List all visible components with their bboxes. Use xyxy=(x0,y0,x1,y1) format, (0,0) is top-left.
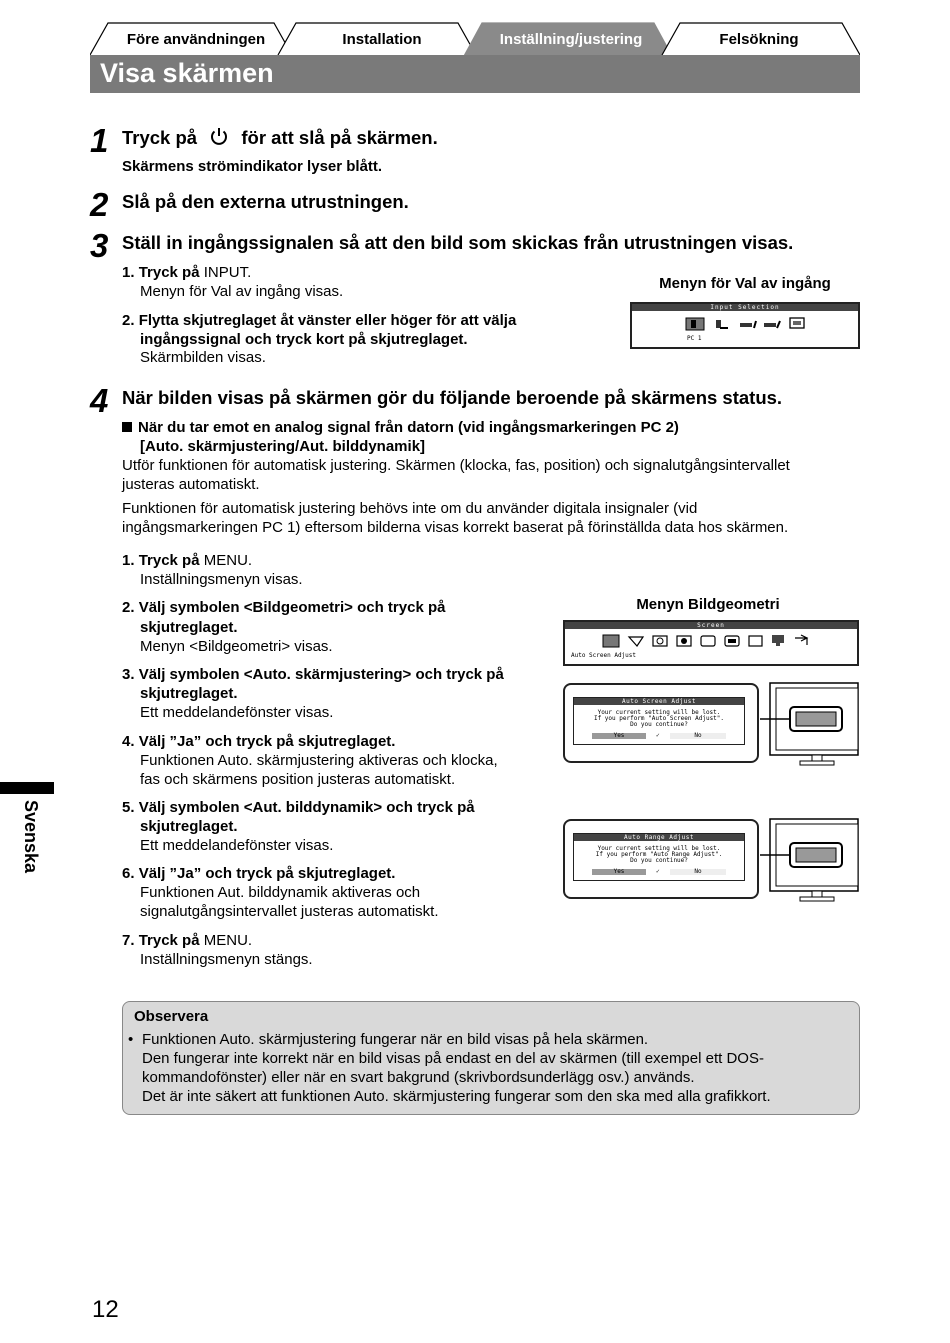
clock-icon xyxy=(629,637,643,646)
item-bold-text: Välj symbolen <Aut. bilddynamik> och tryck på xyxy=(138,799,475,816)
item-number: 6. xyxy=(122,865,135,882)
dialog-line-3: Do you continue? xyxy=(630,857,688,864)
dialog-line-2: If you perform "Auto Range Adjust". xyxy=(595,851,723,858)
step-3-item-2-desc: Skärmbilden visas. xyxy=(140,349,266,366)
check-icon: ✓ xyxy=(656,868,660,875)
step-1-title xyxy=(122,127,438,149)
step-4-item-2-desc: Menyn <Bildgeometri> visas. xyxy=(140,638,333,655)
step-1-title-post: för att slå på skärmen. xyxy=(241,127,438,148)
osd-title: Input Selection xyxy=(632,304,858,311)
input-icon-4 xyxy=(764,323,776,327)
item-number: 7. xyxy=(122,932,135,949)
tab-fore-anvandningen[interactable]: Före användningen xyxy=(126,31,266,48)
auto-adjust-icon xyxy=(603,635,619,647)
step-4-para-1-line-2: justeras automatiskt. xyxy=(122,476,260,493)
check-icon: ✓ xyxy=(656,732,660,739)
item-number: 2. xyxy=(122,599,135,616)
step-4-item-6 xyxy=(122,864,395,883)
step-4-item-7 xyxy=(122,931,252,950)
step-4-item-4 xyxy=(122,732,395,751)
item-plain-text: MENU. xyxy=(199,932,253,949)
return-icon xyxy=(795,635,807,645)
dialog-no-button[interactable]: No xyxy=(670,869,726,875)
item-plain-text: MENU. xyxy=(199,552,253,569)
page-number: 12 xyxy=(92,1296,119,1323)
monitor-highlight-illustration-2 xyxy=(760,818,860,904)
item-bold-text: Flytta skjutreglaget åt vänster eller höger för att välja xyxy=(138,312,517,329)
item-number: 2. xyxy=(122,312,135,329)
input-selection-osd xyxy=(630,302,860,349)
step-2-number: 2 xyxy=(90,186,109,223)
step-1-number: 1 xyxy=(90,122,109,159)
language-side-tab xyxy=(0,782,54,794)
step-4-item-5 xyxy=(122,798,475,817)
dialog-line-2: If you perform "Auto Screen Adjust". xyxy=(593,715,725,722)
step-4-item-4-desc-1: Funktionen Auto. skärmjustering aktiveras och klocka, xyxy=(140,752,498,769)
step-4-item-1 xyxy=(122,551,252,570)
step-3-number: 3 xyxy=(90,227,109,264)
note-line-4: Det är inte säkert att funktionen Auto. skärmjustering fungerar som den ska med alla grafikkort. xyxy=(142,1088,771,1105)
dialog-no-button[interactable]: No xyxy=(670,733,726,739)
monitor-frame-dialog-2 xyxy=(563,819,759,899)
figure-caption-input-selection: Menyn för Val av ingång xyxy=(659,275,831,292)
step-1-title-pre: Tryck på xyxy=(122,127,198,148)
step-4-title: När bilden visas på skärmen gör du följande beroende på skärmens status. xyxy=(122,387,783,408)
step-4-item-3-cont: skjutreglaget. xyxy=(140,685,238,702)
dialog-yes-button[interactable]: Yes xyxy=(592,869,646,875)
auto-screen-adjust-dialog xyxy=(573,697,745,745)
step-2-title: Slå på den externa utrustningen. xyxy=(122,191,409,212)
item-bold-text: Tryck på xyxy=(138,552,200,569)
note-line-3: kommandofönster) eller när en svart bakgrund (skrivbordsunderlägg osv.) används. xyxy=(142,1069,695,1086)
step-4-para-2-line-2: ingångsmarkeringen PC 1) eftersom bilderna visas korrekt baserat på förinställda data hos skärmen. xyxy=(122,519,789,536)
monitor-frame-dialog-1 xyxy=(563,683,759,763)
smoothing-icon xyxy=(749,636,762,646)
monitor-highlight-illustration-1 xyxy=(760,682,860,768)
dialog-yes-button[interactable]: Yes xyxy=(592,733,646,739)
step-3-item-2 xyxy=(122,311,516,330)
tab-installning-justering[interactable]: Inställning/justering xyxy=(499,31,643,48)
osd-value: Auto Screen Adjust xyxy=(571,652,637,659)
item-bold-text: Välj ”Ja” och tryck på skjutreglaget. xyxy=(138,865,396,882)
step-4-item-4-desc-2: fas och skärmens position justeras automatiskt. xyxy=(140,771,456,788)
step-4-para-2-line-1: Funktionen för automatisk justering behövs inte om du använder digitala insignaler (vid xyxy=(122,500,698,517)
item-bold-text: Tryck på xyxy=(138,932,200,949)
step-4-item-1-desc: Inställningsmenyn visas. xyxy=(140,571,303,588)
step-4-heading-2: [Auto. skärmjustering/Aut. bilddynamik] xyxy=(140,438,426,455)
note-box xyxy=(122,1001,860,1115)
step-3-item-1 xyxy=(122,263,251,282)
note-bullet: • xyxy=(128,1031,134,1048)
resolution-icon xyxy=(701,636,715,646)
step-4-para-1-line-1: Utför funktionen för automatisk justering. Skärmen (klocka, fas, position) och signalutgångsintervallet xyxy=(122,457,790,474)
note-title: Observera xyxy=(134,1008,209,1025)
step-3-item-1-desc: Menyn för Val av ingång visas. xyxy=(140,283,344,300)
step-4-item-6-desc-2: signalutgångsintervallet justeras automatiskt. xyxy=(140,903,439,920)
step-4-number: 4 xyxy=(90,382,109,419)
dialog-title: Auto Screen Adjust xyxy=(574,698,744,705)
note-line-2: Den fungerar inte korrekt när en bild visas på endast en del av skärmen (till exempel ett DOS- xyxy=(142,1050,764,1067)
item-number: 4. xyxy=(122,733,135,750)
dialog-line-3: Do you continue? xyxy=(630,721,688,728)
input-icon-2 xyxy=(716,320,721,328)
item-number: 5. xyxy=(122,799,135,816)
section-title-bar xyxy=(90,55,860,93)
tab-installation[interactable]: Installation xyxy=(342,31,422,48)
step-4-item-5-desc: Ett meddelandefönster visas. xyxy=(140,837,334,854)
signal-icon xyxy=(772,635,784,643)
language-side-label: Svenska xyxy=(21,800,41,874)
item-bold-text: Välj symbolen <Auto. skärmjustering> och tryck på xyxy=(138,666,504,683)
figure-caption-screen-menu: Menyn Bildgeometri xyxy=(636,596,780,613)
chapter-tabs xyxy=(90,22,860,56)
square-bullet-icon xyxy=(122,422,132,432)
osd-value: PC 1 xyxy=(687,335,702,342)
dialog-line-1: Your current setting will be lost. xyxy=(597,709,721,716)
screen-menu-osd xyxy=(563,620,859,666)
section-title: Visa skärmen xyxy=(100,58,274,88)
auto-range-adjust-dialog xyxy=(573,833,745,881)
step-4-item-2-cont: skjutreglaget. xyxy=(140,619,238,636)
item-bold-text: Välj ”Ja” och tryck på skjutreglaget. xyxy=(138,733,396,750)
item-number: 1. xyxy=(122,264,135,281)
item-number: 3. xyxy=(122,666,135,683)
step-4-item-3 xyxy=(122,665,504,684)
step-4-item-3-desc: Ett meddelandefönster visas. xyxy=(140,704,334,721)
input-icon-3 xyxy=(740,323,752,327)
input-icons xyxy=(684,317,814,331)
item-plain-text: INPUT. xyxy=(199,264,252,281)
step-4-heading-1-text: När du tar emot en analog signal från datorn (vid ingångsmarkeringen PC 2) xyxy=(138,419,679,436)
item-number: 1. xyxy=(122,552,135,569)
item-bold-text: Tryck på xyxy=(138,264,200,281)
screen-menu-icons xyxy=(601,634,821,648)
item-bold-text: Välj symbolen <Bildgeometri> och tryck på xyxy=(138,599,446,616)
power-icon xyxy=(208,127,230,147)
tab-felsokning[interactable]: Felsökning xyxy=(719,31,799,48)
note-line-1: Funktionen Auto. skärmjustering fungerar när en bild visas på hela skärmen. xyxy=(142,1031,649,1048)
step-4-item-2 xyxy=(122,598,445,617)
step-4-item-5-cont: skjutreglaget. xyxy=(140,818,238,835)
step-4-item-7-desc: Inställningsmenyn stängs. xyxy=(140,951,313,968)
step-4-heading-1 xyxy=(122,418,679,437)
step-3-item-2-cont: ingångssignal och tryck kort på skjutreglaget. xyxy=(140,331,468,348)
dialog-title: Auto Range Adjust xyxy=(574,834,744,841)
osd-title: Screen xyxy=(565,622,857,629)
step-4-item-6-desc-1: Funktionen Aut. bilddynamik aktiveras och xyxy=(140,884,421,901)
step-1-subtext: Skärmens strömindikator lyser blått. xyxy=(122,158,383,175)
step-3-title: Ställ in ingångssignalen så att den bild som skickas från utrustningen visas. xyxy=(122,232,794,253)
dialog-line-1: Your current setting will be lost. xyxy=(597,845,721,852)
